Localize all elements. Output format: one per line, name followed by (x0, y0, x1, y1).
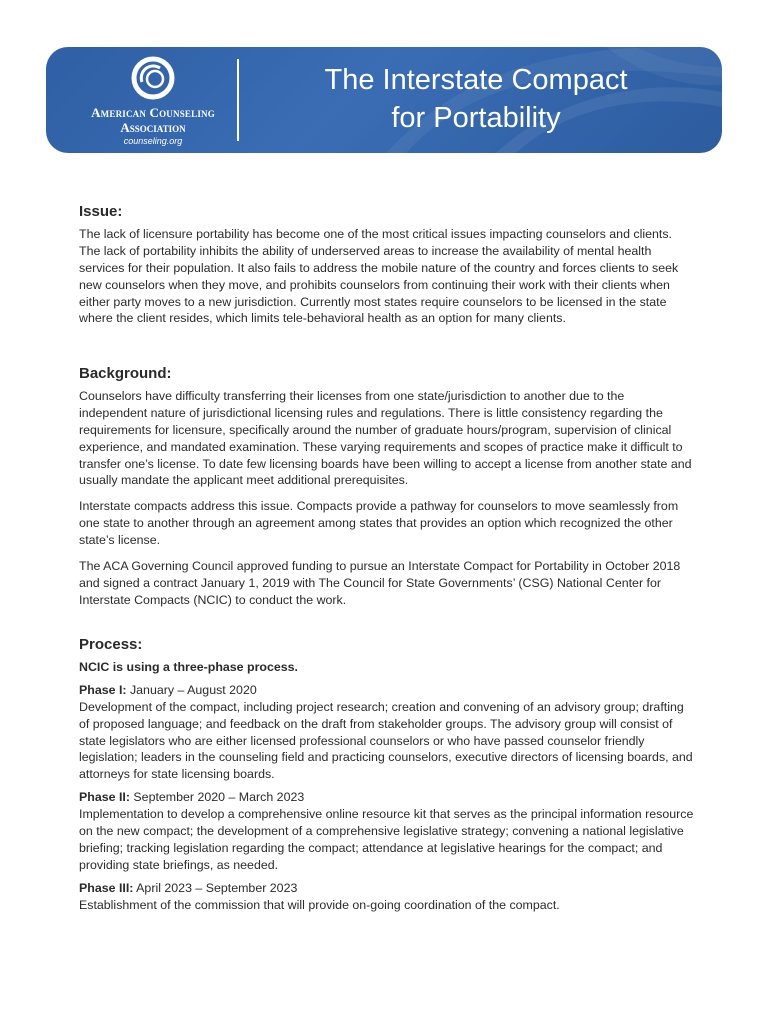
phase-2 (79, 789, 694, 874)
phase-3 (79, 880, 694, 914)
phase-3-text: Establishment of the commission that will provide on-going coordination of the compact. (79, 897, 560, 912)
issue-section (79, 204, 694, 327)
background-paragraph-1: Counselors have difficulty transferring their licenses from one state/jurisdiction to another due to the independent nature of jurisdictional licensing rules and regulations. There is little consistency regarding the requirements for licensure, specifically around the number of graduate hours/program, supervision of clinical experience, and mandated examination. These varying requirements and scopes of practice make it difficult to transfer one’s license. To date few licensing boards have been willing to accept a license from another state and usually mandate the applicant meet additional prerequisites. (79, 388, 692, 488)
phase-1-dates: January – August 2020 (126, 682, 257, 697)
process-heading: Process: (79, 636, 143, 653)
phase-3-dates: April 2023 – September 2023 (133, 880, 298, 895)
phase-2-text: Implementation to develop a comprehensive online resource kit that serves as the principal information resource on the new compact; the development of a comprehensive legislative strategy; convening a national legislative briefing; tracking legislation regarding the compact; attendance at legislative hearings for the compact; and providing state briefings, as needed. (79, 807, 694, 872)
phase-1-label: Phase I: (79, 682, 127, 697)
page-title-line1: The Interstate Compact (324, 64, 628, 96)
process-section (79, 637, 694, 914)
phase-2-dates: September 2020 – March 2023 (129, 790, 305, 805)
org-name-line2: Association (120, 120, 186, 135)
phase-3-label: Phase III: (79, 880, 134, 895)
process-lead: NCIC is using a three-phase process. (79, 659, 298, 674)
background-section (79, 366, 694, 609)
aca-logo-icon (130, 55, 176, 101)
background-heading: Background: (79, 365, 172, 382)
phase-1-text: Development of the compact, including project research; creation and convening of an advisory group; drafting of proposed language; and feedback on the draft from stakeholder groups. The advisory group will consist of state legislators who are either licensed professional counselors or who have passed counselor friendly legislation; leaders in the counseling field and practicing counselors, executive directors of licensing boards, and attorneys for state licensing boards. (79, 699, 693, 782)
org-name-line1: American Counseling (91, 105, 215, 120)
issue-heading: Issue: (79, 203, 123, 220)
org-url: counseling.org (123, 136, 183, 146)
header-banner (46, 47, 722, 153)
phase-2-label: Phase II: (79, 790, 130, 805)
page-title (256, 61, 696, 137)
page-title-line2: for Portability (391, 102, 561, 134)
background-paragraph-2: Interstate compacts address this issue. Compacts provide a pathway for counselors to move seamlessly from one state to another through an agreement among states that provides an option which recognized the other state’s license. (79, 499, 679, 548)
phase-1 (79, 682, 694, 783)
aca-logo (58, 53, 238, 149)
issue-paragraph: The lack of licensure portability has become one of the most critical issues impacting counselors and clients. The lack of portability inhibits the ability of underserved areas to increase the availability of mental health services for their population. It also fails to address the mobile nature of the country and forces clients to seek new counselors when they move, and prohibits counselors from continuing their work with their clients when either party moves to a new jurisdiction. Currently most states require counselors to be licensed in the state where the client resides, which limits tele-behavioral health as an option for many clients. (79, 226, 679, 326)
header-divider (237, 59, 239, 141)
background-paragraph-3: The ACA Governing Council approved funding to pursue an Interstate Compact for Portability in October 2018 and signed a contract January 1, 2019 with The Council for State Governments’ (CSG) National Center for Interstate Compacts (NCIC) to conduct the work. (79, 559, 681, 607)
